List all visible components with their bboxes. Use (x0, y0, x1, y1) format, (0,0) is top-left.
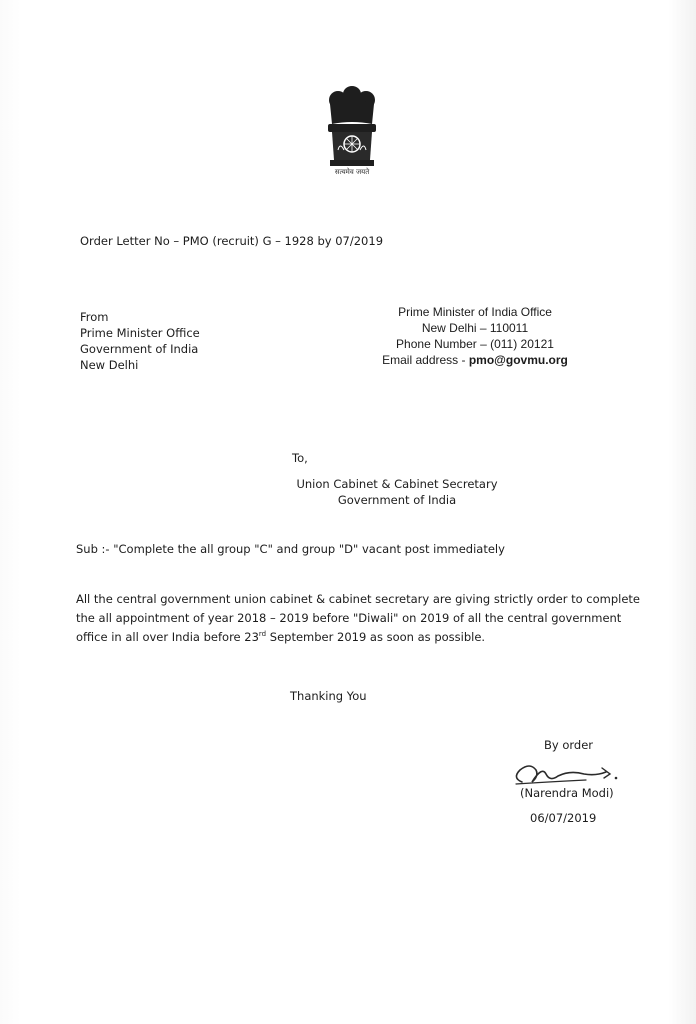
from-line: Prime Minister Office (80, 326, 200, 340)
signatory-name: (Narendra Modi) (520, 786, 614, 800)
from-line: Government of India (80, 342, 199, 356)
from-label: From (80, 310, 109, 324)
to-line: Government of India (337, 493, 457, 507)
email-label: Email address - (382, 353, 469, 367)
letter-body (76, 590, 641, 647)
office-address-block (360, 304, 590, 368)
from-block (80, 309, 200, 373)
from-line: New Delhi (80, 358, 139, 372)
body-text-part: office in all over India before 23 (76, 630, 259, 644)
email-address: pmo@govmu.org (468, 353, 568, 367)
closing-text: Thanking You (290, 689, 367, 703)
office-name: Prime Minister of India Office (398, 305, 552, 319)
body-text-part: September 2019 as soon as possible. (266, 630, 486, 644)
to-block (292, 476, 502, 508)
to-label: To, (292, 451, 308, 465)
emblem-motto: सत्यमेव जयते (334, 168, 370, 176)
to-line: Union Cabinet & Cabinet Secretary (296, 477, 498, 491)
by-order-text: By order (544, 738, 594, 752)
order-letter-number: Order Letter No – PMO (recruit) G – 1928 by 07/2019 (80, 234, 384, 248)
body-line: All the central government union cabinet & cabinet secretary are giving strictly order to complete (76, 592, 641, 606)
office-address: New Delhi – 110011 (421, 321, 529, 335)
subject-line: Sub :- "Complete the all group "C" and group "D" vacant post immediately (76, 542, 505, 556)
letter-date: 06/07/2019 (530, 811, 597, 825)
office-phone: Phone Number – (011) 20121 (396, 337, 554, 351)
state-emblem-icon (318, 80, 386, 180)
office-email-line (360, 352, 590, 368)
ordinal-suffix: rd (258, 630, 267, 639)
body-line (76, 628, 636, 647)
body-line: the all appointment of year 2018 – 2019 before "Diwali" on 2019 of all the central government (76, 611, 622, 625)
